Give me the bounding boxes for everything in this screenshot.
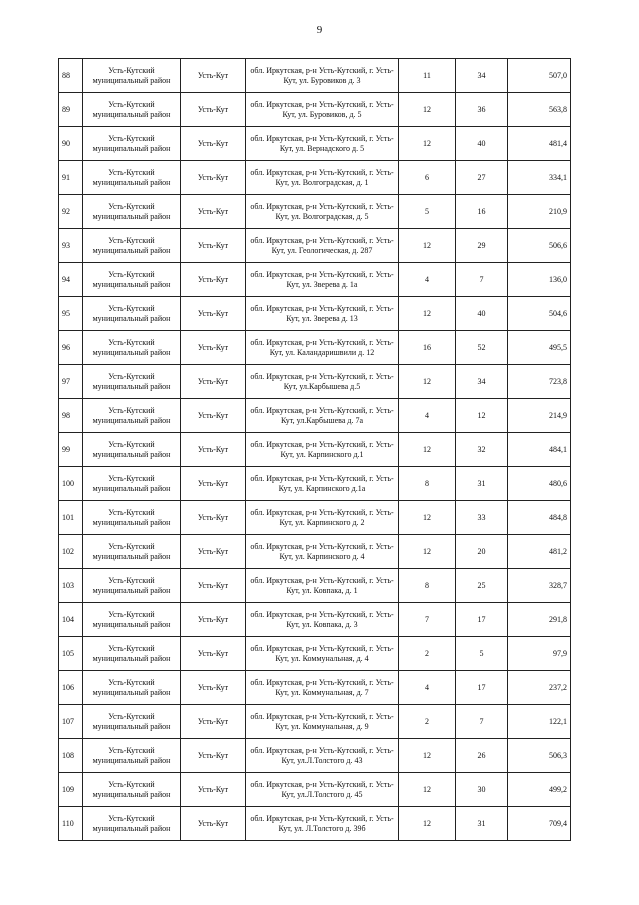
apartments-cell: 7 — [456, 263, 508, 297]
district-cell: Усть-Кутский муниципальный район — [83, 399, 181, 433]
city-cell: Усть-Кут — [181, 127, 246, 161]
address-cell: обл. Иркутская, р-н Усть-Кутский, г. Усть-Кут, ул. Ковпака, д. 1 — [246, 569, 399, 603]
table-row — [59, 501, 571, 535]
district-cell: Усть-Кутский муниципальный район — [83, 671, 181, 705]
address-cell: обл. Иркутская, р-н Усть-Кутский, г. Усть-Кут, ул. Карпинского д.1 — [246, 433, 399, 467]
row-number-cell: 89 — [59, 93, 83, 127]
table-row — [59, 467, 571, 501]
floors-cell: 11 — [399, 59, 456, 93]
floors-cell: 12 — [399, 807, 456, 841]
city-cell: Усть-Кут — [181, 501, 246, 535]
city-cell: Усть-Кут — [181, 433, 246, 467]
table-row — [59, 161, 571, 195]
city-cell: Усть-Кут — [181, 569, 246, 603]
city-cell: Усть-Кут — [181, 705, 246, 739]
row-number-cell: 110 — [59, 807, 83, 841]
area-cell: 122,1 — [508, 705, 571, 739]
area-cell: 210,9 — [508, 195, 571, 229]
address-cell: обл. Иркутская, р-н Усть-Кутский, г. Усть-Кут, ул.Карбышева д. 7а — [246, 399, 399, 433]
floors-cell: 6 — [399, 161, 456, 195]
area-cell: 481,2 — [508, 535, 571, 569]
city-cell: Усть-Кут — [181, 229, 246, 263]
area-cell: 499,2 — [508, 773, 571, 807]
floors-cell: 12 — [399, 229, 456, 263]
city-cell: Усть-Кут — [181, 263, 246, 297]
table-row — [59, 637, 571, 671]
address-cell: обл. Иркутская, р-н Усть-Кутский, г. Усть-Кут, ул. Каландаришвили д. 12 — [246, 331, 399, 365]
table-row — [59, 195, 571, 229]
address-cell: обл. Иркутская, р-н Усть-Кутский, г. Усть-Кут, ул. Л.Толстого д. 39б — [246, 807, 399, 841]
apartments-cell: 30 — [456, 773, 508, 807]
district-cell: Усть-Кутский муниципальный район — [83, 93, 181, 127]
address-cell: обл. Иркутская, р-н Усть-Кутский, г. Усть-Кут, ул. Ковпака, д. 3 — [246, 603, 399, 637]
apartments-cell: 12 — [456, 399, 508, 433]
district-cell: Усть-Кутский муниципальный район — [83, 569, 181, 603]
floors-cell: 12 — [399, 739, 456, 773]
floors-cell: 12 — [399, 535, 456, 569]
district-cell: Усть-Кутский муниципальный район — [83, 739, 181, 773]
area-cell: 495,5 — [508, 331, 571, 365]
table-row — [59, 535, 571, 569]
city-cell: Усть-Кут — [181, 739, 246, 773]
row-number-cell: 96 — [59, 331, 83, 365]
address-cell: обл. Иркутская, р-н Усть-Кутский, г. Усть-Кут, ул. Зверева д. 1а — [246, 263, 399, 297]
table-row — [59, 671, 571, 705]
table-row — [59, 569, 571, 603]
floors-cell: 12 — [399, 297, 456, 331]
area-cell: 214,9 — [508, 399, 571, 433]
apartments-cell: 40 — [456, 127, 508, 161]
district-cell: Усть-Кутский муниципальный район — [83, 331, 181, 365]
floors-cell: 8 — [399, 467, 456, 501]
row-number-cell: 104 — [59, 603, 83, 637]
floors-cell: 4 — [399, 671, 456, 705]
city-cell: Усть-Кут — [181, 331, 246, 365]
row-number-cell: 97 — [59, 365, 83, 399]
apartments-cell: 26 — [456, 739, 508, 773]
address-cell: обл. Иркутская, р-н Усть-Кутский, г. Усть-Кут, ул. Карпинского д. 2 — [246, 501, 399, 535]
floors-cell: 12 — [399, 93, 456, 127]
area-cell: 484,8 — [508, 501, 571, 535]
area-cell: 563,8 — [508, 93, 571, 127]
area-cell: 328,7 — [508, 569, 571, 603]
floors-cell: 12 — [399, 365, 456, 399]
table-row — [59, 263, 571, 297]
district-cell: Усть-Кутский муниципальный район — [83, 501, 181, 535]
floors-cell: 4 — [399, 263, 456, 297]
city-cell: Усть-Кут — [181, 807, 246, 841]
apartments-cell: 52 — [456, 331, 508, 365]
table-row — [59, 331, 571, 365]
district-cell: Усть-Кутский муниципальный район — [83, 773, 181, 807]
apartments-cell: 31 — [456, 807, 508, 841]
district-cell: Усть-Кутский муниципальный район — [83, 705, 181, 739]
district-cell: Усть-Кутский муниципальный район — [83, 59, 181, 93]
area-cell: 97,9 — [508, 637, 571, 671]
address-cell: обл. Иркутская, р-н Усть-Кутский, г. Усть-Кут, ул.Л.Толстого д. 43 — [246, 739, 399, 773]
row-number-cell: 90 — [59, 127, 83, 161]
address-cell: обл. Иркутская, р-н Усть-Кутский, г. Усть-Кут, ул. Буровиков, д. 5 — [246, 93, 399, 127]
area-cell: 291,8 — [508, 603, 571, 637]
city-cell: Усть-Кут — [181, 467, 246, 501]
row-number-cell: 102 — [59, 535, 83, 569]
address-cell: обл. Иркутская, р-н Усть-Кутский, г. Усть-Кут, ул. Буровиков д. 3 — [246, 59, 399, 93]
apartments-cell: 29 — [456, 229, 508, 263]
area-cell: 504,6 — [508, 297, 571, 331]
area-cell: 507,0 — [508, 59, 571, 93]
city-cell: Усть-Кут — [181, 399, 246, 433]
apartments-cell: 32 — [456, 433, 508, 467]
district-cell: Усть-Кутский муниципальный район — [83, 535, 181, 569]
area-cell: 136,0 — [508, 263, 571, 297]
city-cell: Усть-Кут — [181, 603, 246, 637]
table-row — [59, 297, 571, 331]
area-cell: 237,2 — [508, 671, 571, 705]
table-row — [59, 433, 571, 467]
area-cell: 480,6 — [508, 467, 571, 501]
floors-cell: 12 — [399, 773, 456, 807]
apartments-cell: 27 — [456, 161, 508, 195]
apartments-cell: 34 — [456, 365, 508, 399]
housing-register-table — [58, 58, 571, 841]
area-cell: 481,4 — [508, 127, 571, 161]
floors-cell: 7 — [399, 603, 456, 637]
district-cell: Усть-Кутский муниципальный район — [83, 603, 181, 637]
table-row — [59, 59, 571, 93]
floors-cell: 12 — [399, 433, 456, 467]
area-cell: 506,6 — [508, 229, 571, 263]
city-cell: Усть-Кут — [181, 671, 246, 705]
row-number-cell: 91 — [59, 161, 83, 195]
table-body — [59, 59, 571, 841]
apartments-cell: 40 — [456, 297, 508, 331]
apartments-cell: 17 — [456, 671, 508, 705]
row-number-cell: 105 — [59, 637, 83, 671]
area-cell: 506,3 — [508, 739, 571, 773]
row-number-cell: 98 — [59, 399, 83, 433]
city-cell: Усть-Кут — [181, 773, 246, 807]
table-row — [59, 365, 571, 399]
address-cell: обл. Иркутская, р-н Усть-Кутский, г. Усть-Кут, ул. Вернадского д. 5 — [246, 127, 399, 161]
page-number: 9 — [316, 24, 323, 36]
floors-cell: 2 — [399, 637, 456, 671]
address-cell: обл. Иркутская, р-н Усть-Кутский, г. Усть-Кут, ул. Геологическая, д. 287 — [246, 229, 399, 263]
district-cell: Усть-Кутский муниципальный район — [83, 433, 181, 467]
apartments-cell: 16 — [456, 195, 508, 229]
district-cell: Усть-Кутский муниципальный район — [83, 807, 181, 841]
district-cell: Усть-Кутский муниципальный район — [83, 195, 181, 229]
area-cell: 709,4 — [508, 807, 571, 841]
city-cell: Усть-Кут — [181, 195, 246, 229]
area-cell: 723,8 — [508, 365, 571, 399]
address-cell: обл. Иркутская, р-н Усть-Кутский, г. Усть-Кут, ул. Карпинского д. 4 — [246, 535, 399, 569]
address-cell: обл. Иркутская, р-н Усть-Кутский, г. Усть-Кут, ул. Волгоградская, д. 5 — [246, 195, 399, 229]
district-cell: Усть-Кутский муниципальный район — [83, 263, 181, 297]
row-number-cell: 99 — [59, 433, 83, 467]
district-cell: Усть-Кутский муниципальный район — [83, 297, 181, 331]
row-number-cell: 109 — [59, 773, 83, 807]
apartments-cell: 25 — [456, 569, 508, 603]
table-row — [59, 807, 571, 841]
table-row — [59, 773, 571, 807]
district-cell: Усть-Кутский муниципальный район — [83, 365, 181, 399]
row-number-cell: 94 — [59, 263, 83, 297]
table-row — [59, 739, 571, 773]
city-cell: Усть-Кут — [181, 93, 246, 127]
area-cell: 334,1 — [508, 161, 571, 195]
table-row — [59, 399, 571, 433]
floors-cell: 12 — [399, 127, 456, 161]
row-number-cell: 101 — [59, 501, 83, 535]
table-row — [59, 229, 571, 263]
apartments-cell: 34 — [456, 59, 508, 93]
row-number-cell: 103 — [59, 569, 83, 603]
address-cell: обл. Иркутская, р-н Усть-Кутский, г. Усть-Кут, ул. Коммунальная, д. 4 — [246, 637, 399, 671]
floors-cell: 2 — [399, 705, 456, 739]
apartments-cell: 36 — [456, 93, 508, 127]
apartments-cell: 7 — [456, 705, 508, 739]
apartments-cell: 5 — [456, 637, 508, 671]
row-number-cell: 108 — [59, 739, 83, 773]
district-cell: Усть-Кутский муниципальный район — [83, 127, 181, 161]
address-cell: обл. Иркутская, р-н Усть-Кутский, г. Усть-Кут, ул. Волгоградская, д. 1 — [246, 161, 399, 195]
address-cell: обл. Иркутская, р-н Усть-Кутский, г. Усть-Кут, ул.Карбышева д.5 — [246, 365, 399, 399]
floors-cell: 8 — [399, 569, 456, 603]
city-cell: Усть-Кут — [181, 535, 246, 569]
address-cell: обл. Иркутская, р-н Усть-Кутский, г. Усть-Кут, ул. Карпинского д.1а — [246, 467, 399, 501]
city-cell: Усть-Кут — [181, 365, 246, 399]
area-cell: 484,1 — [508, 433, 571, 467]
address-cell: обл. Иркутская, р-н Усть-Кутский, г. Усть-Кут, ул. Коммунальная, д. 7 — [246, 671, 399, 705]
apartments-cell: 17 — [456, 603, 508, 637]
row-number-cell: 106 — [59, 671, 83, 705]
district-cell: Усть-Кутский муниципальный район — [83, 161, 181, 195]
floors-cell: 16 — [399, 331, 456, 365]
row-number-cell: 93 — [59, 229, 83, 263]
row-number-cell: 92 — [59, 195, 83, 229]
apartments-cell: 31 — [456, 467, 508, 501]
table-row — [59, 127, 571, 161]
floors-cell: 12 — [399, 501, 456, 535]
address-cell: обл. Иркутская, р-н Усть-Кутский, г. Усть-Кут, ул. Зверева д. 13 — [246, 297, 399, 331]
city-cell: Усть-Кут — [181, 637, 246, 671]
floors-cell: 5 — [399, 195, 456, 229]
row-number-cell: 95 — [59, 297, 83, 331]
address-cell: обл. Иркутская, р-н Усть-Кутский, г. Усть-Кут, ул. Коммунальная, д. 9 — [246, 705, 399, 739]
row-number-cell: 88 — [59, 59, 83, 93]
district-cell: Усть-Кутский муниципальный район — [83, 467, 181, 501]
apartments-cell: 33 — [456, 501, 508, 535]
row-number-cell: 100 — [59, 467, 83, 501]
table-row — [59, 705, 571, 739]
district-cell: Усть-Кутский муниципальный район — [83, 637, 181, 671]
table-row — [59, 603, 571, 637]
floors-cell: 4 — [399, 399, 456, 433]
district-cell: Усть-Кутский муниципальный район — [83, 229, 181, 263]
row-number-cell: 107 — [59, 705, 83, 739]
city-cell: Усть-Кут — [181, 59, 246, 93]
city-cell: Усть-Кут — [181, 297, 246, 331]
apartments-cell: 20 — [456, 535, 508, 569]
table-row — [59, 93, 571, 127]
city-cell: Усть-Кут — [181, 161, 246, 195]
address-cell: обл. Иркутская, р-н Усть-Кутский, г. Усть-Кут, ул.Л.Толстого д. 45 — [246, 773, 399, 807]
